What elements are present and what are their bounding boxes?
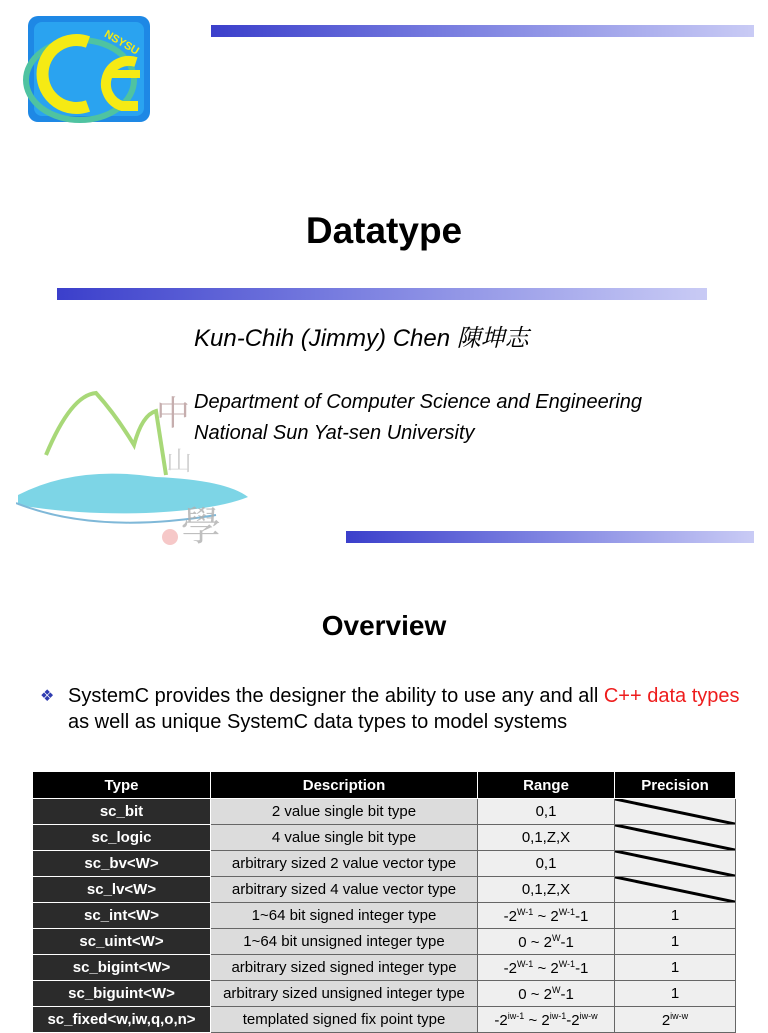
precision-na-cell bbox=[615, 877, 736, 903]
author-name: Kun-Chih (Jimmy) Chen 陳坤志 bbox=[194, 325, 529, 352]
description-cell: 2 value single bit type bbox=[211, 799, 478, 825]
svg-text:山: 山 bbox=[166, 447, 193, 477]
type-cell: sc_int<W> bbox=[33, 903, 211, 929]
table-row bbox=[33, 981, 736, 1007]
header-range: Range bbox=[478, 772, 615, 799]
logo-text: NSYSU bbox=[102, 28, 141, 58]
department-line: Department of Computer Science and Engineering bbox=[194, 391, 643, 413]
type-cell: sc_logic bbox=[33, 825, 211, 851]
precision-cell: $2^{iw-w}$ bbox=[615, 1007, 736, 1033]
diagonal-slash-icon bbox=[615, 825, 735, 850]
range-cell: 0,1,Z,X bbox=[478, 877, 615, 903]
type-cell: sc_uint<W> bbox=[33, 929, 211, 955]
precision-cell: 1 bbox=[615, 981, 736, 1007]
table-row bbox=[33, 1007, 736, 1033]
description-cell: templated signed fix point type bbox=[211, 1007, 478, 1033]
diamond-bullet-icon: ❖ bbox=[40, 688, 55, 705]
description-cell: 1~64 bit signed integer type bbox=[211, 903, 478, 929]
table-row bbox=[33, 903, 736, 929]
header-type: Type bbox=[33, 772, 211, 799]
cpp-data-types-highlight: C++ data types bbox=[603, 685, 740, 707]
description-cell: 4 value single bit type bbox=[211, 825, 478, 851]
table-row bbox=[33, 799, 736, 825]
svg-text:中: 中 bbox=[156, 394, 190, 434]
range-cell: 0 ~ $2^W-1$ bbox=[478, 929, 615, 955]
type-cell: sc_biguint<W> bbox=[33, 981, 211, 1007]
range-cell: 0,1 bbox=[478, 799, 615, 825]
type-cell: sc_lv<W> bbox=[33, 877, 211, 903]
range-cell: $-2^{W-1}$ ~ $2^{W-1}-1$ bbox=[478, 955, 615, 981]
top-decorative-bar bbox=[211, 25, 754, 37]
description-cell: arbitrary sized 2 value vector type bbox=[211, 851, 478, 877]
description-cell: arbitrary sized signed integer type bbox=[211, 955, 478, 981]
type-cell: sc_bit bbox=[33, 799, 211, 825]
type-cell: sc_bigint<W> bbox=[33, 955, 211, 981]
range-cell: 0,1,Z,X bbox=[478, 825, 615, 851]
precision-cell: 1 bbox=[615, 929, 736, 955]
diagonal-slash-icon bbox=[615, 877, 735, 902]
precision-cell: 1 bbox=[615, 903, 736, 929]
table-header-row bbox=[33, 772, 736, 799]
university-line: National Sun Yat-sen University bbox=[194, 422, 475, 444]
diagonal-slash-icon bbox=[615, 851, 735, 876]
header-precision: Precision bbox=[615, 772, 736, 799]
table-row bbox=[33, 825, 736, 851]
precision-na-cell bbox=[615, 799, 736, 825]
overview-title: Overview bbox=[321, 610, 447, 641]
description-cell: arbitrary sized 4 value vector type bbox=[211, 877, 478, 903]
table-row bbox=[33, 955, 736, 981]
slide-title: Datatype bbox=[305, 210, 463, 251]
range-cell: 0 ~ $2^W-1$ bbox=[478, 981, 615, 1007]
table-row bbox=[33, 929, 736, 955]
diagonal-slash-icon bbox=[615, 799, 735, 824]
description-cell: 1~64 bit unsigned integer type bbox=[211, 929, 478, 955]
description-cell: arbitrary sized unsigned integer type bbox=[211, 981, 478, 1007]
range-cell: 0,1 bbox=[478, 851, 615, 877]
type-cell: sc_bv<W> bbox=[33, 851, 211, 877]
header-description: Description bbox=[211, 772, 478, 799]
table-row bbox=[33, 851, 736, 877]
svg-text:學: 學 bbox=[181, 504, 221, 550]
precision-cell: 1 bbox=[615, 955, 736, 981]
range-cell: $-2^{W-1}$ ~ $2^{W-1}-1$ bbox=[478, 903, 615, 929]
bullet-text: SystemC provides the designer the ability to use any and all C++ data types as well as unique SystemC data types to model systems bbox=[68, 685, 740, 733]
bottom-decorative-bar bbox=[346, 531, 754, 543]
table-row bbox=[33, 877, 736, 903]
precision-na-cell bbox=[615, 825, 736, 851]
precision-na-cell bbox=[615, 851, 736, 877]
range-cell: $-2^{iw-1}$ ~ $2^{iw-1}-2^{iw-w}$ bbox=[478, 1007, 615, 1033]
cse-logo-icon bbox=[18, 14, 154, 126]
type-cell: sc_fixed<w,iw,q,o,n> bbox=[33, 1007, 211, 1033]
datatype-table bbox=[32, 771, 736, 1033]
title-underline-bar bbox=[57, 288, 707, 300]
